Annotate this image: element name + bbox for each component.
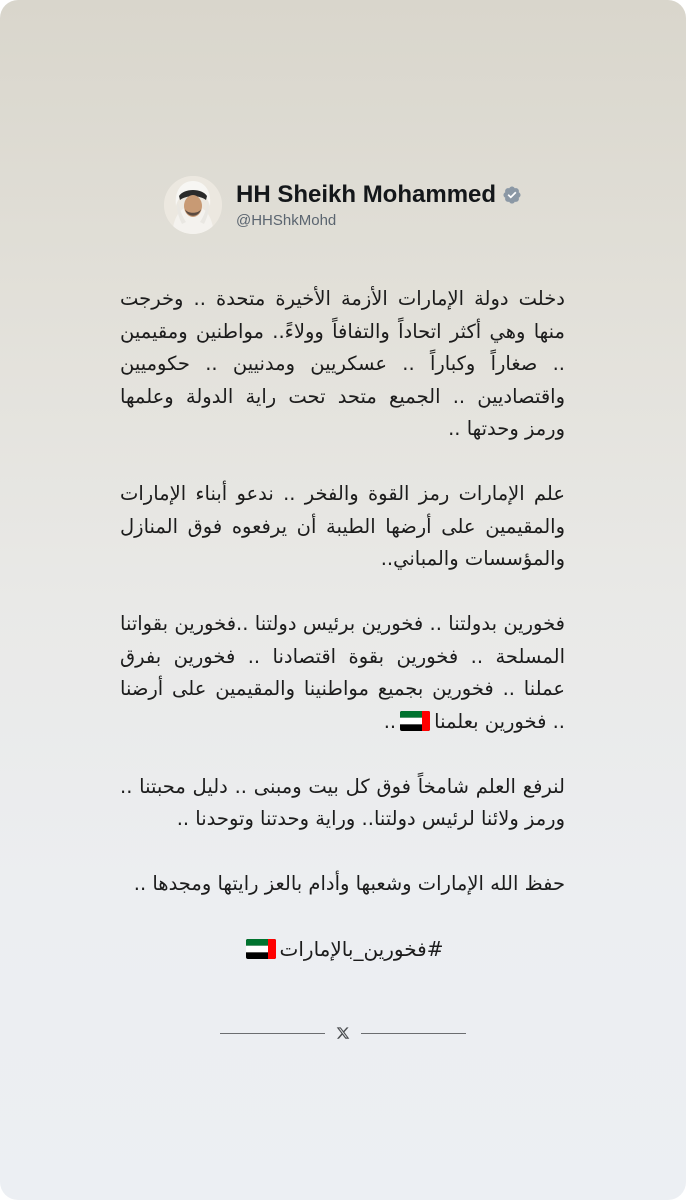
post-footer (220, 1023, 466, 1043)
hashtag-link[interactable]: #فخورين_بالإمارات (279, 937, 444, 961)
handle[interactable]: @HHShkMohd (236, 212, 337, 229)
verified-badge-icon (502, 185, 522, 205)
post-body (120, 283, 565, 966)
post-paragraph-4: لنرفع العلم شامخاً فوق كل بيت ومبنى .. دليل محبتنا .. ورمز ولائنا لرئيس دولتنا.. وراية وحدتنا وتوحدنا .. (120, 774, 565, 830)
avatar-image (164, 176, 222, 234)
name-row (236, 181, 522, 209)
post-paragraph-1: دخلت دولة الإمارات الأزمة الأخيرة متحدة .. وخرجت منها وهي أكثر اتحاداً والتفافاً وولاءً.. مواطنين ومقيمين .. صغاراً وكباراً .. عسكريين ومدنيين .. حكوميين واقتصاديين .. الجميع متحد تحت راية الدولة وعلمها ورمز وحدتها .. (120, 287, 565, 440)
post-paragraph-2: علم الإمارات رمز القوة والفخر .. ندعو أبناء الإمارات والمقيمين على أرضها الطيبة أن يرفعوه فوق المنازل والمؤسسات والمباني.. (120, 482, 565, 570)
hashtag-line (120, 933, 565, 966)
divider-left (220, 1033, 325, 1034)
uae-flag-icon (246, 939, 276, 959)
uae-flag-icon (400, 711, 430, 731)
display-name[interactable]: HH Sheikh Mohammed (236, 181, 497, 208)
post-paragraph-3 (120, 608, 565, 738)
post-paragraph-5: حفظ الله الإمارات وشعبها وأدام بالعز رايتها ومجدها .. (133, 872, 565, 895)
author-info (236, 181, 522, 229)
x-logo-icon (336, 1026, 350, 1040)
post-paragraph-3-text: فخورين بدولتنا .. فخورين برئيس دولتنا ..فخورين بقواتنا المسلحة .. فخورين بقوة اقتصادنا .. فخورين بفرق عملنا .. فخورين بجميع مواطنينا والمقيمين على أرضنا .. فخورين بعلمنا (120, 612, 565, 733)
divider-right (361, 1033, 466, 1034)
post-header (164, 172, 522, 238)
post-paragraph-3-suffix: .. (383, 709, 397, 733)
avatar[interactable] (164, 176, 222, 234)
